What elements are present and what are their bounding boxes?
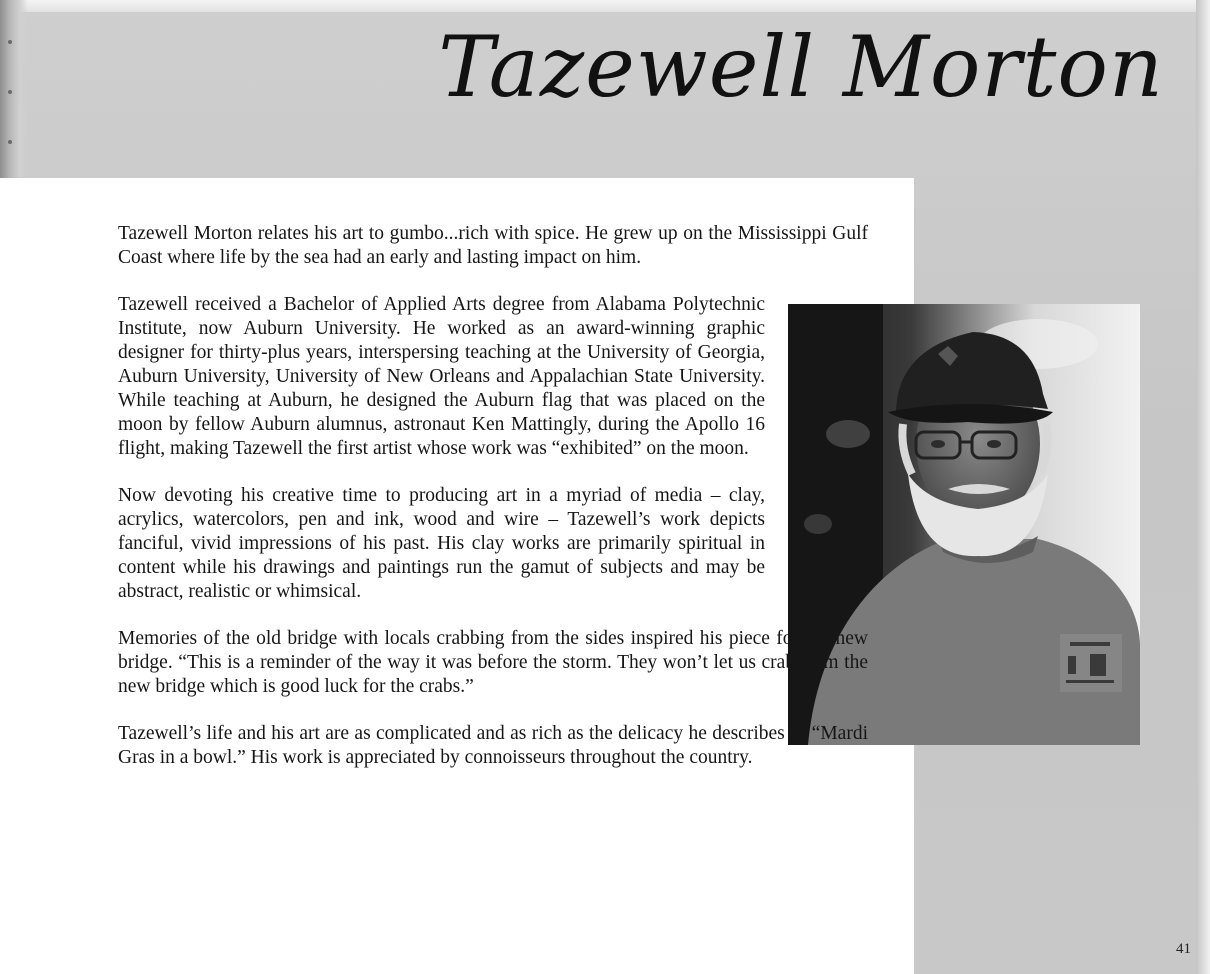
paragraph-3: Now devoting his creative time to producing art in a myriad of media – clay, acrylics, watercolors, pen and ink, wood and wire – Tazewell’s work depicts fanciful, vivid impressions of his past. His clay works are primarily spiritual in content while his drawings and paintings run the gamut of subjects and may be abstract, realistic or whimsical. <box>118 485 765 602</box>
paragraph-2: Tazewell received a Bachelor of Applied Arts degree from Alabama Polytechnic Institute, now Auburn University. He worked as an award-winning graphic designer for thirty-plus years, interspersing teaching at the University of Georgia, Auburn University, University of New Orleans and Appalachian State University. While teaching at Auburn, he designed the Auburn flag that was placed on the moon by fellow Auburn alumnus, astronaut Ken Mattingly, during the Apollo 16 flight, making Tazewell the first artist whose work was “exhibited” on the moon. <box>118 294 765 459</box>
paragraph-4: Memories of the old bridge with locals crabbing from the sides inspired his piece for the new bridge. “This is a reminder of the way it was before the storm. They won’t let us crab from the new bridge which is good luck for the crabs.” <box>118 628 868 697</box>
page-right-edge <box>1196 0 1210 974</box>
page-top-edge <box>0 0 1210 12</box>
article-body <box>118 222 868 793</box>
paragraph-5: Tazewell’s life and his art are as complicated and as rich as the delicacy he describes as “Mardi Gras in a bowl.” His work is appreciated by connoisseurs throughout the country. <box>118 723 868 768</box>
page-number: 41 <box>1176 941 1191 957</box>
page-title: Tazewell Morton <box>438 18 1164 116</box>
paragraph-1: Tazewell Morton relates his art to gumbo...rich with spice. He grew up on the Mississippi Gulf Coast where life by the sea had an early and lasting impact on him. <box>118 223 868 268</box>
